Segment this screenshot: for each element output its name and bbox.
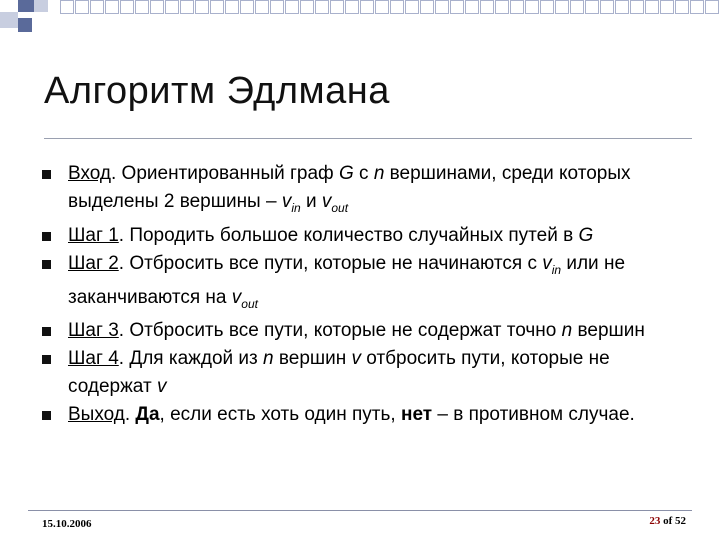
bullet-item <box>40 317 690 345</box>
bullet-text: v <box>281 191 292 212</box>
bullet-text: . Породить большое количество случайных путей в <box>118 224 579 246</box>
grid-cell <box>570 0 584 14</box>
grid-cell <box>210 0 224 14</box>
bullet-label: Шаг 1 <box>68 224 119 246</box>
bullet-item <box>40 345 690 401</box>
title-divider <box>44 138 692 139</box>
grid-cell <box>150 0 164 14</box>
bullet-item <box>40 160 690 222</box>
decorative-grid-band <box>60 0 720 20</box>
bullet-text: v <box>542 252 552 274</box>
bullet-item <box>40 401 690 429</box>
grid-cell <box>75 0 89 14</box>
subscript-text: out <box>241 296 258 311</box>
bullet-item <box>40 250 690 318</box>
grid-cell <box>270 0 284 14</box>
bullet-text: v <box>321 191 332 212</box>
grid-cell <box>585 0 599 14</box>
grid-cell <box>345 0 359 14</box>
subscript-text: in <box>551 262 562 277</box>
grid-cell <box>165 0 179 14</box>
subscript-text: out <box>331 200 349 215</box>
bullet-list <box>40 160 690 429</box>
bullet-text: нет <box>400 404 433 426</box>
grid-cell <box>435 0 449 14</box>
subscript-text: in <box>291 200 301 215</box>
grid-cell <box>600 0 614 14</box>
grid-cell <box>120 0 134 14</box>
bullet-text: v <box>231 286 242 308</box>
bullet-square-icon <box>42 411 51 420</box>
grid-cell <box>135 0 149 14</box>
bullet-text: Да <box>135 404 160 426</box>
grid-cell <box>690 0 704 14</box>
page-counter <box>649 515 686 527</box>
bullet-square-icon <box>42 355 51 364</box>
grid-cell <box>630 0 644 14</box>
bullet-item <box>40 222 690 250</box>
grid-cell <box>360 0 374 14</box>
bullet-text: n <box>373 163 385 184</box>
grid-cell <box>405 0 419 14</box>
grid-cell <box>330 0 344 14</box>
bullet-label: Выход <box>68 404 125 426</box>
grid-cell <box>465 0 479 14</box>
bullet-text: вершин <box>572 320 645 342</box>
footer-divider <box>28 510 692 511</box>
corner-square-dark <box>18 18 32 32</box>
bullet-text: отбросить пути, которые не содержат <box>68 348 610 398</box>
grid-cell <box>375 0 389 14</box>
bullet-text: v <box>351 348 362 370</box>
grid-cell <box>495 0 509 14</box>
bullet-text: G <box>338 163 354 184</box>
page-of: of <box>663 515 673 527</box>
bullet-text: , если есть хоть один путь, <box>159 404 401 426</box>
grid-cell <box>315 0 329 14</box>
slide-title: Алгоритм Эдлмана <box>44 70 390 112</box>
grid-cell <box>420 0 434 14</box>
grid-cell <box>480 0 494 14</box>
bullet-text: . Для каждой из <box>118 348 264 370</box>
bullet-text: . Ориентированный граф <box>110 163 339 184</box>
page-current: 23 <box>649 515 661 527</box>
grid-cell <box>705 0 719 14</box>
bullet-label: Шаг 2 <box>68 252 119 274</box>
bullet-label: Шаг 4 <box>68 348 119 370</box>
bullet-text: вершин <box>273 348 352 370</box>
bullet-text: v <box>156 376 167 398</box>
grid-cell <box>555 0 569 14</box>
bullet-text: . Отбросить все пути, которые не содержат точно <box>118 320 562 342</box>
bullet-square-icon <box>42 170 51 179</box>
grid-cell <box>225 0 239 14</box>
grid-cell <box>390 0 404 14</box>
page-total: 52 <box>675 515 686 527</box>
grid-cell <box>660 0 674 14</box>
grid-cell <box>525 0 539 14</box>
grid-cell <box>195 0 209 14</box>
footer-date: 15.10.2006 <box>42 518 92 530</box>
grid-cell <box>60 0 74 14</box>
corner-square-dark <box>18 0 34 12</box>
corner-square-light <box>0 12 18 28</box>
grid-cell <box>255 0 269 14</box>
grid-cell <box>450 0 464 14</box>
grid-cell <box>675 0 689 14</box>
grid-cell <box>615 0 629 14</box>
bullet-text: G <box>578 224 594 246</box>
bullet-text: n <box>263 348 274 370</box>
grid-cell <box>645 0 659 14</box>
bullet-text: n <box>561 320 573 342</box>
bullet-label: Шаг 3 <box>68 320 119 342</box>
bullet-label: Вход <box>68 163 111 184</box>
grid-cell <box>180 0 194 14</box>
grid-cell <box>300 0 314 14</box>
grid-cell <box>90 0 104 14</box>
bullet-square-icon <box>42 327 51 336</box>
bullet-text: вершинами, среди которых выделены 2 вершины – <box>68 163 631 212</box>
bullet-text: с <box>353 163 374 184</box>
grid-cell <box>240 0 254 14</box>
bullet-text: . <box>124 404 136 426</box>
bullet-text: . Отбросить все пути, которые не начинаются с <box>118 252 543 274</box>
bullet-square-icon <box>42 232 51 241</box>
bullet-text: – в противном случае. <box>432 404 635 426</box>
bullet-text: или не заканчиваются на <box>68 252 626 308</box>
grid-cell <box>105 0 119 14</box>
grid-cell <box>510 0 524 14</box>
bullet-text: и <box>300 191 322 212</box>
grid-cell <box>285 0 299 14</box>
grid-cell <box>540 0 554 14</box>
corner-square-light <box>34 0 48 12</box>
bullet-square-icon <box>42 260 51 269</box>
